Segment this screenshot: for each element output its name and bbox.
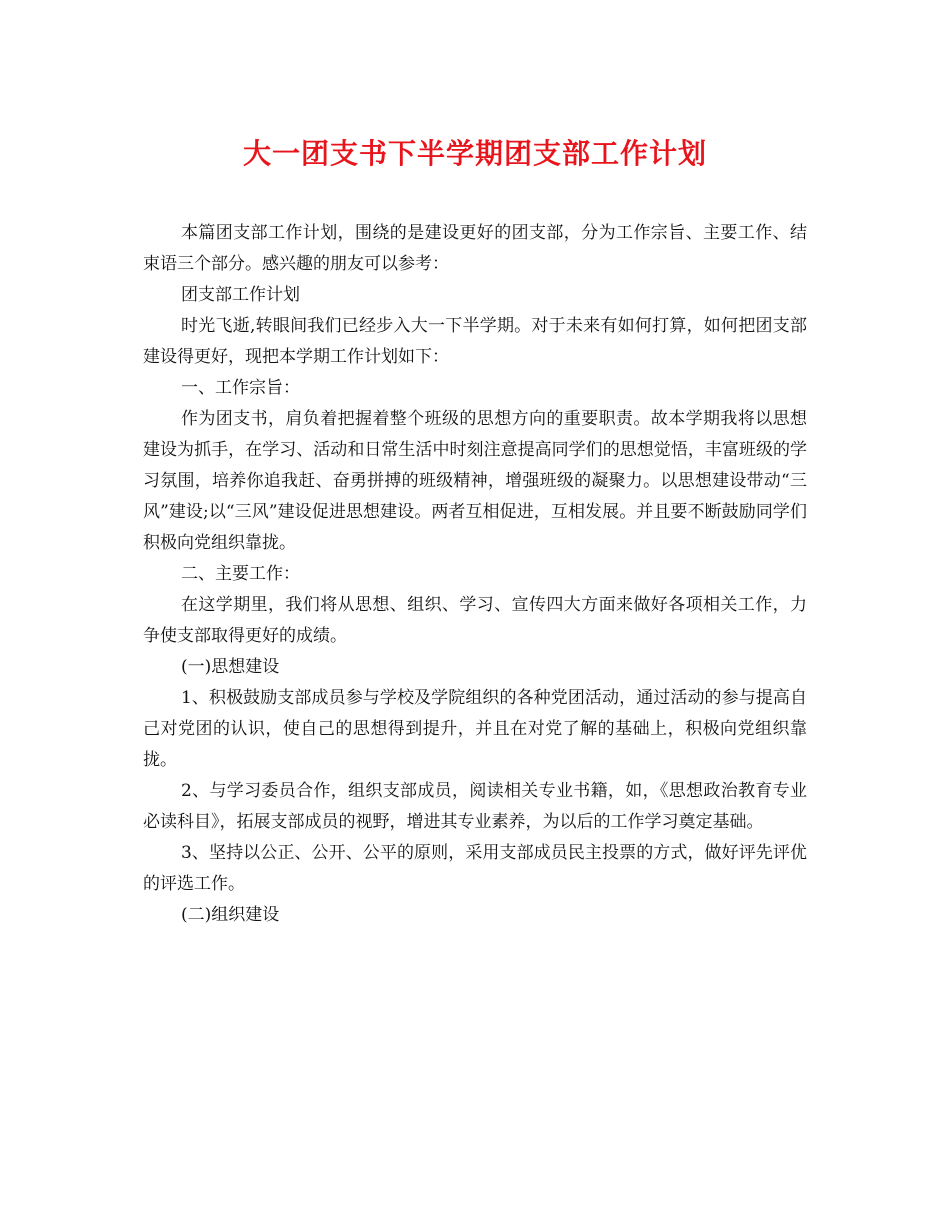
- opening-paragraph: 时光飞逝,转眼间我们已经步入大一下半学期。对于未来有如何打算，如何把团支部建设得更好，现把本学期工作计划如下：: [143, 316, 807, 367]
- list-item-3: 3、坚持以公正、公开、公平的原则，采用支部成员民主投票的方式，做好评先评优的评选工作。: [143, 843, 807, 894]
- section-heading-main-work: 二、主要工作：: [181, 564, 300, 584]
- main-work-paragraph: 在这学期里，我们将从思想、组织、学习、宣传四大方面来做好各项相关工作，力争使支部取得更好的成绩。: [143, 595, 807, 646]
- purpose-paragraph: 作为团支书，肩负着把握着整个班级的思想方向的重要职责。故本学期我将以思想建设为抓手，在学习、活动和日常生活中时刻注意提高同学们的思想觉悟，丰富班级的学习氛围，培养你追我赶、奋勇拼搏的班级精神，增强班级的凝聚力。以思想建设带动“三风”建设;以“三风”建设促进思想建设。两者互相促进，互相发展。并且要不断鼓励同学们积极向党组织靠拢。: [143, 409, 807, 553]
- subsection-heading-ideology: (一)思想建设: [181, 657, 280, 677]
- document-body: [143, 218, 807, 931]
- subsection-heading-organization: (二)组织建设: [181, 905, 280, 925]
- intro-paragraph: 本篇团支部工作计划，围绕的是建设更好的团支部，分为工作宗旨、主要工作、结束语三个部分。感兴趣的朋友可以参考：: [143, 223, 807, 274]
- document-title: 大一团支书下半学期团支部工作计划: [242, 137, 707, 170]
- list-item-2: 2、与学习委员合作，组织支部成员，阅读相关专业书籍，如，《思想政治教育专业必读科目》，拓展支部成员的视野，增进其专业素养，为以后的工作学习奠定基础。: [143, 781, 807, 832]
- list-item-1: 1、积极鼓励支部成员参与学校及学院组织的各种党团活动，通过活动的参与提高自己对党团的认识，使自己的思想得到提升，并且在对党了解的基础上，积极向党组织靠拢。: [143, 688, 807, 770]
- plan-subtitle: 团支部工作计划: [181, 285, 300, 305]
- section-heading-purpose: 一、工作宗旨：: [181, 378, 300, 398]
